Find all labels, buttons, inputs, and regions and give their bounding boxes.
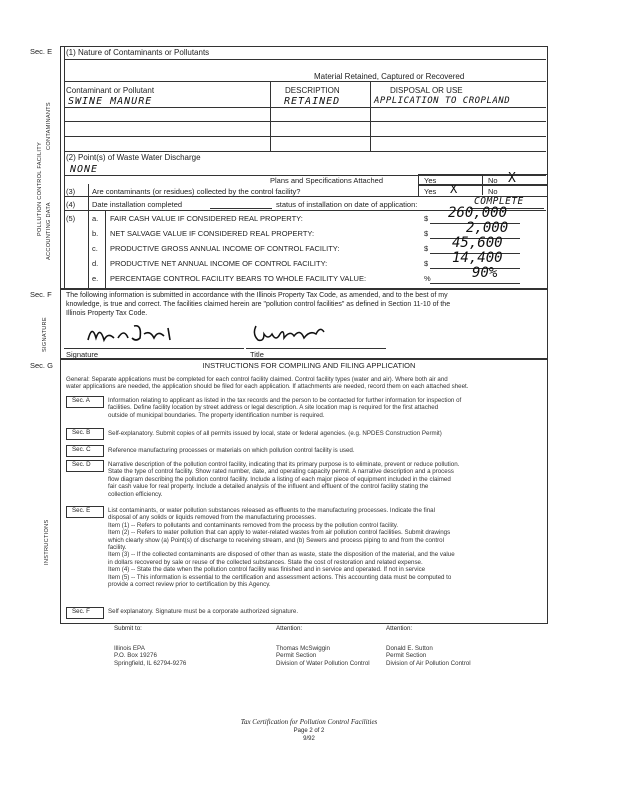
sec-d-line: collection efficiency. <box>108 490 163 498</box>
title-drawing <box>250 320 330 346</box>
discharge-label: (2) Point(s) of Waste Water Discharge <box>66 153 201 162</box>
rows-right-rule <box>105 210 106 288</box>
address-line: Illinois EPA <box>114 645 145 652</box>
footer-page: Page 2 of 2 <box>293 728 325 734</box>
address-line: Springfield, IL 62794-9276 <box>114 659 187 667</box>
sec-c-line: Reference manufacturing processes or materials on which pollution control facility is used. <box>108 447 355 454</box>
plans-specs-label: Plans and Specifications Attached <box>270 176 383 185</box>
row-c-value[interactable]: 45,600 <box>452 235 503 251</box>
address-line: Permit Section <box>276 652 317 660</box>
col-divider-1 <box>270 81 271 151</box>
submit-to-label: Submit to: <box>114 625 142 632</box>
sec-a-line: Information relating to applicant as listed in the tax records and the person to be contacted for further information for inspection of <box>108 397 462 404</box>
contaminant-row-4 <box>64 151 546 152</box>
contaminant-header: Contaminant or Pollutant <box>66 86 155 95</box>
footer-code: 9/92 <box>303 736 315 742</box>
row-a-text: FAIR CASH VALUE IF CONSIDERED REAL PROPERTY: <box>110 214 303 223</box>
row-d-unit: $ <box>424 259 429 268</box>
row-e-value[interactable]: 90% <box>472 265 498 281</box>
certification-line-1: The following information is submitted in accordance with the Illinois Property Tax Code, as amended, and to the best of my <box>66 292 448 299</box>
address-line: Division of Water Pollution Control <box>276 659 370 667</box>
description-value[interactable]: RETAINED <box>284 96 341 107</box>
sec-e-instr-line: Item (3) -- If the collected contaminants are disposed of other than as waste, state the disposition of the material, and the value <box>108 551 455 559</box>
row-c-letter: c. <box>92 244 98 253</box>
sec-e-instr-line: which clearly show (a) Point(s) of discharge to receiving stream, and (b) Sewers and process piping to and from the control <box>108 536 444 544</box>
sec-a-text <box>108 397 544 419</box>
sec-e-left-rule <box>64 46 65 288</box>
sec-e-side-label-2: CONTAMINANTS <box>46 102 52 150</box>
contaminant-row-2 <box>64 121 546 122</box>
description-header: DESCRIPTION <box>285 86 340 95</box>
address-illinois-epa <box>114 645 264 667</box>
plans-yes-label: Yes <box>424 176 437 185</box>
sec-e-instr-text <box>108 507 544 588</box>
disposal-value[interactable]: APPLICATION TO CROPLAND <box>374 96 511 106</box>
sec-f-instr-line: Self explanatory. Signature must be a corporate authorized signature. <box>108 608 299 615</box>
q3-number: (3) <box>66 187 76 196</box>
row-a-value[interactable]: 260,000 <box>448 205 508 221</box>
certification-line-3: Illinois Property Tax Code. <box>66 310 148 317</box>
disposal-header: DISPOSAL OR USE <box>390 86 463 95</box>
sec-d-line: Narrative description of the pollution control facility, indicating that its primary purpose is to eliminate, prevent or reduce pollution. <box>108 461 460 468</box>
material-header-rule <box>64 81 546 82</box>
sec-e-instr-line: Item (5) -- This information is essential to the certification and assessment actions. This accounting data must be computed to <box>108 573 452 581</box>
instructions-heading: INSTRUCTIONS FOR COMPILING AND FILING APPLICATION <box>202 361 416 370</box>
row-d-value[interactable]: 14,400 <box>452 250 503 266</box>
contaminant-row-3 <box>64 136 546 137</box>
plans-no-checkmark[interactable]: X <box>508 171 516 186</box>
general-instructions <box>66 376 544 391</box>
sec-d-line: flow diagram describing the pollution control facility. Include a listing of each major piece of equipment included in the claimed <box>108 475 451 483</box>
q5-number: (5) <box>66 214 76 223</box>
sec-a-line: outside of municipal boundaries. The property identification number is required. <box>108 411 325 419</box>
sec-e-instr-line: in dollars recovered by sale or reuse of the collected substances. State the cost of restoration and related expense. <box>108 558 423 566</box>
title-value[interactable] <box>250 320 330 346</box>
sec-e-instr-line: provide a correct review prior to certification by this Agency. <box>108 581 271 589</box>
row-e-unit: % <box>424 274 431 283</box>
sec-e-instr-line: Item (2) -- Refers to water pollution that can apply to water-related wastes from air pollution control facilities. Submit drawings <box>108 529 451 537</box>
sec-f-instr-text <box>108 608 544 615</box>
signature-line <box>64 348 244 349</box>
sec-g-side-label: INSTRUCTIONS <box>44 519 50 565</box>
sec-d-text <box>108 461 544 498</box>
row-b-value[interactable]: 2,000 <box>466 220 509 236</box>
q3-yes-checkmark[interactable]: X <box>450 182 458 196</box>
address-line: Donald E. Sutton <box>386 645 433 652</box>
row-c-unit: $ <box>424 244 429 253</box>
address-line: Thomas McSwiggin <box>276 645 330 652</box>
address-line: Division of Air Pollution Control <box>386 659 471 667</box>
sec-f-instr-tag: Sec. F <box>72 608 90 615</box>
attention-label-2: Attention: <box>386 625 413 632</box>
address-water-division <box>276 645 386 667</box>
sec-e-side-label-1: POLLUTION CONTROL FACILITY <box>37 142 43 236</box>
sec-b-text <box>108 430 544 437</box>
row-b-unit: $ <box>424 229 429 238</box>
attention-label-1: Attention: <box>276 625 303 632</box>
sec-e-top-rule <box>64 59 546 60</box>
sec-d-tag: Sec. D <box>72 461 91 468</box>
q3-yes-label: Yes <box>424 187 437 196</box>
sec-c-tag: Sec. C <box>72 446 91 453</box>
sec-d-line: State the type of control facility. Show rated number, date, and operating capacity permit. A narrative description and a process <box>108 468 454 476</box>
row-e-text: PERCENTAGE CONTROL FACILITY BEARS TO WHOLE FACILITY VALUE: <box>110 274 367 283</box>
signature-label: Signature <box>66 350 99 359</box>
plans-no-label: No <box>488 176 498 185</box>
row-e-letter: e. <box>92 274 99 283</box>
sec-f-tag: Sec. F <box>30 290 52 299</box>
address-line: P.O. Box 19276 <box>114 652 157 660</box>
row-a-unit: $ <box>424 214 429 223</box>
row-e-line <box>430 283 520 284</box>
q4-number: (4) <box>66 200 76 209</box>
row-a-letter: a. <box>92 214 99 223</box>
general-line-1: General: Separate applications must be completed for each control facility claimed. Control facility types (water and air). Where both air and <box>66 376 448 383</box>
signature-value[interactable] <box>84 318 184 348</box>
date-completed-line <box>210 208 272 209</box>
general-line-2: water applications are needed, the application should be filed for each application. If attachments are needed, record them on each attached sheet. <box>66 383 469 391</box>
row-c-text: PRODUCTIVE GROSS ANNUAL INCOME OF CONTROL FACILITY: <box>110 244 340 253</box>
sec-e-instr-tag: Sec. E <box>72 507 91 514</box>
sec-g-tag: Sec. G <box>30 361 53 370</box>
certification-line-2: knowledge, is true and correct. The facilities claimed herein are "pollution control facilities" as defined in Section 11-10 of the <box>66 301 451 308</box>
address-line: Permit Section <box>386 652 427 660</box>
sec-e-instr-line: List contaminants, or water pollution substances released as effluents to the manufacturing processes. Indicate the final <box>108 507 435 514</box>
sec-e-tag: Sec. E <box>30 47 53 56</box>
material-retained-header: Material Retained, Captured or Recovered <box>314 72 465 81</box>
discharge-value[interactable]: NONE <box>70 164 99 175</box>
rows-left-rule <box>88 184 89 288</box>
q3-no-label: No <box>488 187 498 196</box>
sec-d-line: fair cash value for real property. Include a detailed analysis of the influent and effluent of the control facility stating the <box>108 483 429 491</box>
sec-a-line: facilities. Define facility location by street address or legal description. A site location map is required for the first attached <box>108 404 439 412</box>
footer-title: Tax Certification for Pollution Control Facilities <box>240 718 378 726</box>
title-label: Title <box>250 350 264 359</box>
status-label: status of installation on date of application: <box>276 200 418 209</box>
sec-b-tag: Sec. B <box>72 429 91 436</box>
col-divider-2 <box>370 81 371 151</box>
sec-e-side-label-3: ACCOUNTING DATA <box>46 202 52 260</box>
row-b-letter: b. <box>92 229 99 238</box>
title-line <box>246 348 386 349</box>
sec-a-tag: Sec. A <box>72 397 90 404</box>
row-d-text: PRODUCTIVE NET ANNUAL INCOME OF CONTROL FACILITY: <box>110 259 328 268</box>
sec-e-instr-line: Item (1) -- Refers to pollutants and contaminants removed from the process by the pollution control facility. <box>108 521 399 529</box>
sec-e-instr-line: Item (4) -- State the date when the pollution control facility was finished and in service and operated. If not in service <box>108 566 426 574</box>
sec-c-text <box>108 447 544 454</box>
contaminant-value[interactable]: SWINE MANURE <box>68 96 153 107</box>
q3-text: Are contaminants (or residues) collected by the control facility? <box>92 187 301 196</box>
signature-drawing <box>84 318 184 348</box>
q4-text: Date installation completed <box>92 200 183 209</box>
sec-e-instr-line: disposal of any solids or liquids removed from the manufacturing processes. <box>108 514 317 522</box>
sec-e-instr-line: facility. <box>108 544 127 552</box>
row-b-text: NET SALVAGE VALUE IF CONSIDERED REAL PROPERTY: <box>110 229 315 238</box>
sec-b-line: Self-explanatory. Submit copies of all permits issued by local, state or federal agencies. (e.g. NPDES Construction Permit) <box>108 430 442 437</box>
contaminant-row-1 <box>64 107 546 108</box>
row-d-letter: d. <box>92 259 99 268</box>
nature-of-contaminants-label: (1) Nature of Contaminants or Pollutants <box>66 48 210 57</box>
status-value[interactable]: COMPLETE <box>474 196 524 207</box>
sec-f-side-label: SIGNATURE <box>42 317 48 352</box>
address-air-division <box>386 645 506 667</box>
